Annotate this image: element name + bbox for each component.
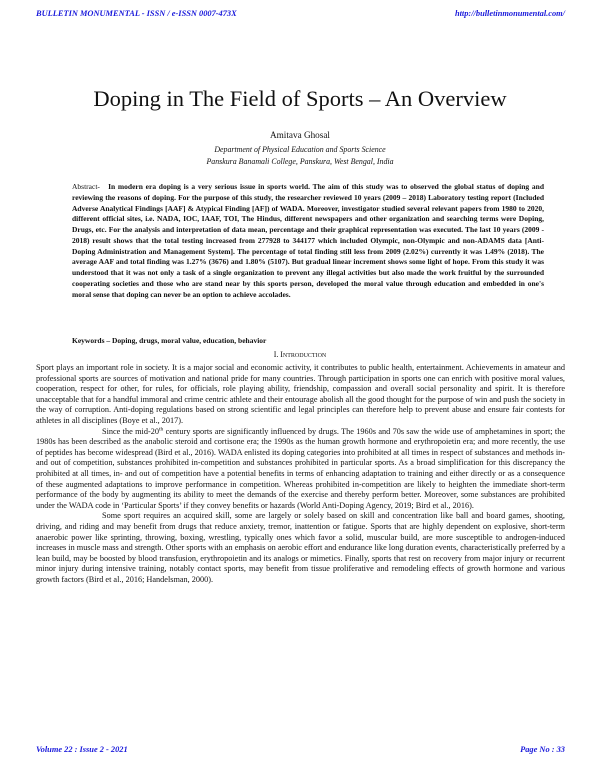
author-name: Amitava Ghosal <box>270 130 330 140</box>
abstract <box>72 182 544 300</box>
paragraph-text: Since the mid-20 <box>102 426 159 436</box>
footer-page-number: Page No : 33 <box>520 745 565 754</box>
keywords: Keywords – Doping, drugs, moral value, education, behavior <box>72 336 267 345</box>
body-text <box>36 363 565 585</box>
paragraph: Sport plays an important role in society. It is a major social and economic activity, it contributes to public health, entertainment. Achievements in amateur and professional sports are sources of motivation and national pride for many countries. Through participation in sports one can enrich with positive moral values, cooperation, respect for other, for rules, for officials, role playing ability, friendship, compassion and overall social personality and spirit. It is therefore unacceptable that for a handful immoral and crime centric athlete and their entourage abolish all the good thought for the purpose of win and push the society in the way of corruption. Anti-doping regulations based on strong scientific and legal principles can therefore help to prevent abuse and ensure fair contests for athletes in all disciplines (Boye et al., 2017). <box>36 363 565 425</box>
abstract-text: In modern era doping is a very serious issue in sports world. The aim of this study was to observed the global status of doping and reviewing the reasons of doping. For the purpose of this study, the researcher reviewed 10 years (2009 – 2018) Laboratory testing report (Included Adverse Analytical Findings [AAF] & Atypical Finding [AF]) of WADA. Moreover, investigator studied several relevant papers from 1980 to 2020, different official sites, i.e. NADA, IOC, IAAF, TOI, The Hindus, different newspapers and other organization and searching terms were Doping, Drugs, etc. For the analysis and interpretation of data mean, percentage and their graphical representation was executed. The last 10 years (2009 - 2018) result shows that the total testing increased from 277928 to 344177 which included Olympic, non-Olympic and non-ADAMS data [Anti-Doping Administration and Management System]. The percentage of total finding still less from 2009 (2.02%) currently it was 1.49% (2018). The average AAF and total finding was 1.27% (3676) and 1.80% (5107). But gradual linear increment shows some light of hope. From this study it was understood that it was not only a task of a single organization to prevent any illegal activities but also made the work fruitful by the surrounded cooperating societies and those who are stand near by this sports person, developed the moral value through education and embedded in one's moral sense that doping can never be an option to achieve accolades. <box>72 182 545 299</box>
paragraph-text: century sports are significantly influenced by drugs. The 1960s and 70s saw the wide use of amphetamines in sport; the 1980s has been described as the anabolic steroid and cortisone era; the 1990s as the human growth hormone and erythropoietin era; and more recently, the use of peptides has become widespread (Bird et al., 2016). WADA enlisted its doping categories into prohibited at all times in respect of substances and methods in- and out of competition, substances prohibited in-competition and substances prohibited in particular sports. As a broad simplification for this discrepancy the prohibited at all times, in- and out of competition have a potential benefits in terms of enhancing adaptation to training and either directly or as a consequence of these augmented adaptations to improve performance in competition. Whereas prohibited in-competition are likely to heighten the immediate short-term performance of the body by augmenting its ability to meet the demands of the exercise and thereby perform better. Moreover, some substances are prohibited under the WADA code in ‘Particular Sports’ if they convey benefits or hazards (World Anti-Doping Agency, 2019; Bird et al., 2016). <box>36 426 565 510</box>
section-heading-introduction: I. Introduction <box>273 350 327 359</box>
abstract-label: Abstract- <box>72 182 100 191</box>
footer-volume: Volume 22 : Issue 2 - 2021 <box>36 745 128 754</box>
department: Department of Physical Education and Sports Science <box>214 145 386 154</box>
paragraph: Some sport requires an acquired skill, some are largely or solely based on skill and concentration like ball and board games, shooting, driving, and riding and may benefit from drugs that reduce anxiety, tremor, inattention or fatigue. Sports that are highly dependent on explosive, short-term anaerobic power like sprinting, throwing, boxing, wrestling, typically ones which favor a solid, muscular build, are more susceptible to androgen-induced increases in muscle mass and strength. Other sports with an emphasis on aerobic effort and endurance like long duration events, characteristically preferred by a lean build, may be boosted by blood transfusion, erythropoietin and its analogs or mimetics. Finally, sports that rest on recovery from major injury or recurrent minor injury during intensive training, notably contact sports, may benefit from tissue proliferative and remodeling effects of growth hormone and various growth factors (Bird et al., 2016; Handelsman, 2000). <box>36 511 565 584</box>
superscript: th <box>158 425 164 432</box>
journal-url-link[interactable]: http://bulletinmonumental.com/ <box>454 9 565 18</box>
paragraph <box>36 427 565 512</box>
journal-header: BULLETIN MONUMENTAL - ISSN / e-ISSN 0007-473X <box>36 9 237 18</box>
institution: Panskura Banamali College, Panskura, West Bengal, India <box>206 157 394 166</box>
paper-title: Doping in The Field of Sports – An Overview <box>93 86 507 111</box>
